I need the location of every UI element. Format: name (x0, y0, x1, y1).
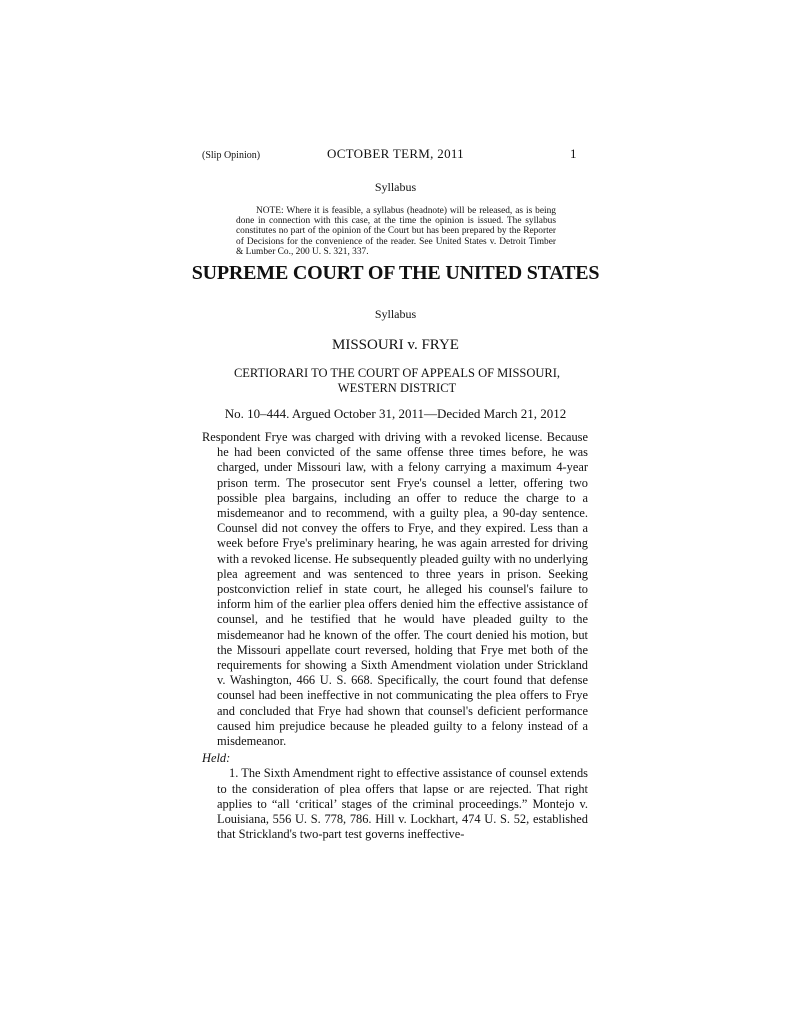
case-title: MISSOURI v. FRYE (332, 337, 459, 353)
syllabus-body (202, 430, 588, 842)
reporter-note (236, 206, 556, 257)
page-number: 1 (570, 146, 577, 161)
slip-opinion-label: (Slip Opinion) (202, 150, 261, 161)
court-name: SUPREME COURT OF THE UNITED STATES (191, 262, 600, 284)
syllabus-heading-2: Syllabus (374, 307, 417, 321)
syllabus-heading: Syllabus (374, 180, 417, 194)
certiorari-line: CERTIORARI TO THE COURT OF APPEALS OF MISSOURI, WESTERN DISTRICT (233, 366, 561, 395)
held-label: Held: (202, 751, 231, 766)
held-point-1: 1. The Sixth Amendment right to effective assistance of counsel extends to the consideration of plea offers that lapse or are rejected. That right applies to “all ‘critical’ stages of the criminal proceedings.” Montejo v. Louisiana, 556 U. S. 778, 786. Hill v. Lockhart, 474 U. S. 52, established that Strickland's two-part test governs ineffective- (217, 766, 588, 842)
docket-line: No. 10–444. Argued October 31, 2011—Decided March 21, 2012 (224, 406, 567, 421)
term-heading: OCTOBER TERM, 2011 (327, 146, 464, 161)
case-summary: Respondent Frye was charged with driving with a revoked license. Because he had been convicted of the same offense three times before, he was charged, under Missouri law, with a felony carrying a maximum 4-year prison term. The prosecutor sent Frye's counsel a letter, offering two possible plea bargains, including an offer to reduce the charge to a misdemeanor and to recommend, with a guilty plea, a 90-day sentence. Counsel did not convey the offers to Frye, and they expired. Less than a week before Frye's preliminary hearing, he was again arrested for driving with a revoked license. He subsequently pleaded guilty with no underlying plea agreement and was sentenced to three years in prison. Seeking postconviction relief in state court, he alleged his counsel's failure to inform him of the earlier plea offers denied him the effective assistance of counsel, and he testified that he would have pleaded guilty to the misdemeanor had he known of the offer. The court denied his motion, but the Missouri appellate court reversed, holding that Frye met both of the requirements for showing a Sixth Amendment violation under Strickland v. Washington, 466 U. S. 668. Specifically, the court found that defense counsel had been ineffective in not communicating the plea offers to Frye and concluded that Frye had shown that counsel's deficient performance caused him prejudice because he pleaded guilty to a felony instead of a misdemeanor. (202, 430, 588, 749)
reporter-note-text: NOTE: Where it is feasible, a syllabus (headnote) will be released, as is being done in connection with this case, at the time the opinion is issued. The syllabus constitutes no part of the opinion of the Court but has been prepared by the Reporter of Decisions for the convenience of the reader. See United States v. Detroit Timber & Lumber Co., 200 U. S. 321, 337. (236, 206, 556, 257)
